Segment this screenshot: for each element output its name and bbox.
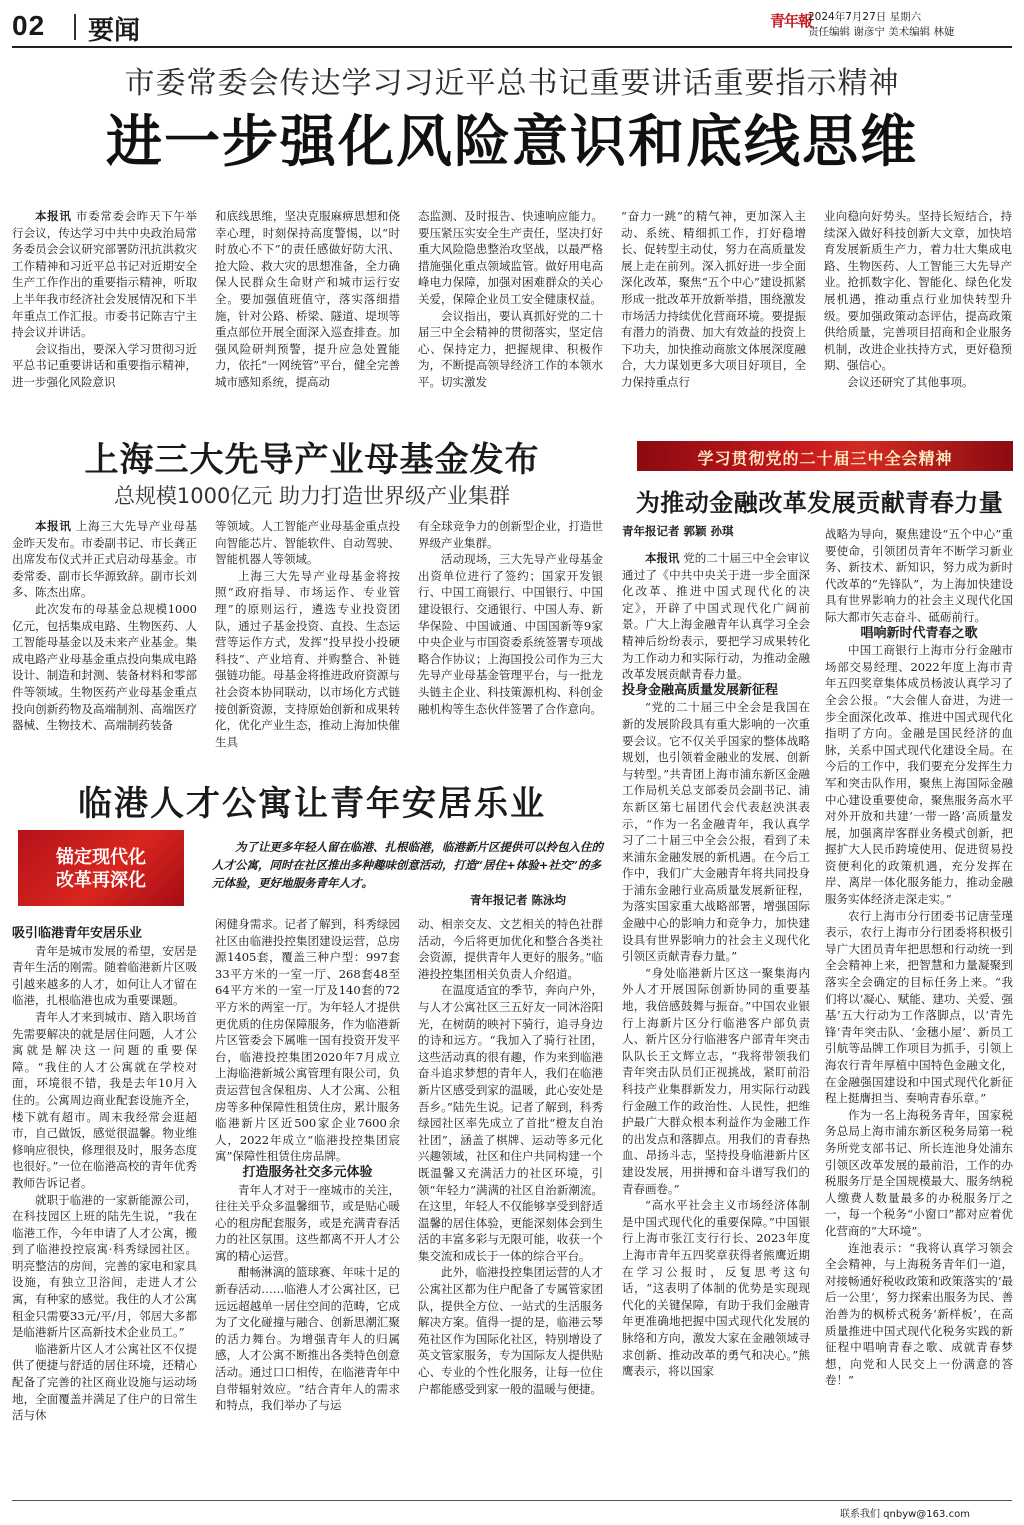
fund-headline: 上海三大先导产业母基金发布 — [84, 440, 540, 480]
dateline: 本报讯 — [35, 209, 72, 223]
lingang-byline: 青年报记者 陈泳均 — [470, 893, 567, 907]
lingang-paragraph: 青年人才来到城市、踏入职场首先需要解决的就是居住问题，人才公寓就是解决这一问题的重要保障。“我住的人才公寓就在学校对面，环境很不错，我是去年10月入住的。公寓周边商业配套设施齐全，楼下就有超市。周末我经常会逛超市，自己做饭，感觉很温馨。物业维修响应很快，修理很及时，服务态度也很好。”一位在临港高校的青年优秀教师告诉记者。 — [12, 1009, 197, 1190]
newspaper-logo: 青年報 — [770, 12, 813, 30]
badge-line: 改革再深化 — [56, 870, 146, 891]
theme-banner-text: 学习贯彻党的二十届三中全会精神 — [697, 449, 953, 468]
fund-paragraph: 上海三大先导产业母基金昨天发布。市委副书记、市长龚正出席发布仪式并正式启动母基金。市委常委、副市长华源致辞。副市长刘多、陈杰出席。 — [12, 519, 197, 600]
finance-headline: 为推动金融改革发展贡献青春力量 — [635, 489, 1004, 517]
lead-paragraph: 业向稳向好势头。坚持长短结合，持续深入做好科技创新大文章，加快培育发展新质生产力，着力壮大集成电路、生物医药、人工智能三大先导产业。抢抓数字化、智能化、绿色化发展机遇，推动重点行业加快转型升级。要加强政策动态评估，提高政策供给质量，完善项目招商和企业服务机制，改进企业扶持方式，更好稳预期、强信心。 — [824, 209, 1012, 373]
finance-paragraph: 中国工商银行上海市分行金融市场部交易经理、2022年度上海市青年五四奖章集体成员杨波认真学习了全会公报。“大会催人奋进，为进一步全面深化改革、推进中国式现代化指明了方向。金融是国民经济的血脉，关系中国式现代化建设全局。在今后的工作中，我们要充分发挥生力军和突击队作用，聚焦上海国际金融中心建设重要使命，聚焦服务高水平对外开放和共建‘一带一路’高质量发展，加强离岸客群业务模式创新，把握扩大人民币跨境使用、促进贸易投资便利化的政策机遇，充分发挥在岸、离岸一体化服务能力，推动金融服务实体经济走深走实。” — [825, 643, 1013, 907]
section-name: 要闻 — [88, 16, 141, 46]
lingang-column-1 — [12, 926, 197, 1496]
finance-paragraph: “高水平社会主义市场经济体制是中国式现代化的重要保障。”中国银行上海市张江支行行长、2023年度上海市青年五四奖章获得者熊鹰近期在学习公报时，反复思考这句话，“这表明了体制的优势是实现现代化的关键保障，有助于我们金融青年更准确地把握中国式现代化发展的脉络和方向，激发大家在金融领域寻求创新、推动改革的勇气和决心。”熊鹰表示，将以国家 — [622, 1198, 810, 1379]
finance-paragraph: 作为一名上海税务青年，国家税务总局上海市浦东新区税务局第一税务所党支部书记、所长连池身处浦东引领区改革发展的最前沿，工作的办税服务厅是全国规模最大、服务纳税人缴费人数量最多的办税服务厅之一，每一个税务“小窗口”都对应着优化营商的“大环境”。 — [825, 1107, 1013, 1238]
fund-paragraph: 有全球竞争力的创新型企业，打造世界级产业集群。 — [418, 519, 603, 550]
lingang-paragraph: 酣畅淋漓的篮球赛、年味十足的新春活动……临港人才公寓社区，已远远超越单一居住空间的范畴，它成为了文化碰撞与融合、创新思潮汇聚的活力舞台。为增强青年人的归属感，人才公寓不断推出各类特色创意活动。通过口口相传，在临港青年中自带辐射效应。“结合青年人的需求和特点，我们举办了与运 — [215, 1265, 400, 1413]
header-rule — [12, 46, 1012, 48]
finance-paragraph: “党的二十届三中全会是我国在新的发展阶段具有重大影响的一次重要会议。它不仅关乎国家的整体战略规划，也引领着金融业的发展、创新与转型。”共青团上海市浦东新区金融工作局机关总支部委员会副书记、浦东新区第七届团代会代表赵泱淇表示，“作为一名金融青年，我认真学习了二十届三中全会公报，看到了未来浦东金融发展的新机遇。在今后工作中，我们广大金融青年将共同投身于浦东金融行业高质量发展新征程，为落实国家重大战略部署，增强国际金融中心的影响力和竞争力，加快建设具有世界影响力的社会主义现代化引领区贡献青春力量。” — [622, 700, 810, 964]
lingang-paragraph: 在温度适宜的季节，奔向户外，与人才公寓社区三五好友一同沐浴阳光，在树荫的映衬下骑行，追寻身边的诗和远方。“我加入了骑行社团，这些活动真的很有趣，作为来到临港奋斗追求梦想的青年人，我们在临港新片区感受到家的温暖，此心安处是吾乡。”陆先生说。记者了解到，科秀绿园社区率先成立了首批“橙友自治社团”，涵盖了棋牌、运动等多元化兴趣领域，社区和住户共同构建一个既温馨又充满活力的社区环境，引领“年轻力”满满的社区自治新潮流。在这里，年轻人不仅能够享受到舒适温馨的居住体验，更能深刻体会到生活的丰富多彩与无限可能，收获一个集交流和成长于一体的综合平台。 — [418, 983, 603, 1263]
finance-subhead: 唱响新时代青春之歌 — [860, 625, 978, 641]
lingang-column-2 — [215, 916, 400, 1496]
finance-paragraph: 农行上海市分行团委书记唐莹瑾表示，农行上海市分行团委将积极引导广大团员青年把思想和行动统一到全会精神上来，把智慧和力量凝聚到落实全会确定的目标任务上来。“我们将以‘凝心、赋能、建功、关爱、强基’五大行动为工作落脚点，以‘青先锋’青年突击队、‘金穗小屋’、新员工引航等品牌工作项目为抓手，引领上海农行青年厚植中国特色金融文化，在金融强国建设和中国式现代化新征程上挺膺担当、奏响青春乐章。” — [825, 908, 1013, 1106]
finance-paragraph: 战略为导向，聚焦建设“五个中心”重要使命，引领团员青年不断学习新业务、新技术、新知识，努力成为新时代改革的“先锋队”，为上海加快建设具有世界影响力的社会主义现代化国际大都市矢志奋斗、砥砺前行。 — [825, 527, 1013, 624]
lead-kicker-headline: 市委常委会传达学习习近平总书记重要讲话重要指示精神 — [124, 66, 900, 101]
finance-column-1 — [622, 550, 810, 1495]
lead-paragraph: 态监测、及时报告、快速响应能力。要压紧压实安全生产责任，坚决打好重大风险隐患整治攻坚战，以最严格措施强化重点领域监管。做好用电高峰电力保障，加强对困难群众的关心关爱，保障企业员工安全健康权益。 — [418, 209, 603, 306]
fund-column-3 — [418, 518, 603, 758]
lead-column-4 — [621, 208, 806, 408]
lingang-subhead: 打造服务社交多元体验 — [242, 1164, 373, 1180]
finance-paragraph: 连池表示：“我将认真学习领会全会精神，与上海税务青年们一道，对接畅通好税收政策和政策落实的‘最后一公里’，努力探索出服务为民、善治善为的枫桥式税务‘新样板’，在高质量推进中国式现代化税务实践的新征程中唱响青春之歌、成就青春梦想，向党和人民交上一份满意的答卷！” — [825, 1240, 1013, 1388]
header-separator — [74, 14, 76, 40]
finance-subhead: 投身金融高质量发展新征程 — [622, 682, 779, 698]
lead-column-5 — [824, 208, 1012, 408]
lead-column-3 — [418, 208, 603, 408]
fund-column-1 — [12, 518, 197, 758]
lingang-paragraph: 此外，临港投控集团运营的人才公寓社区都为住户配备了专属管家团队，提供全方位、一站式的生活服务解决方案。值得一提的是，临港云琴苑社区作为国际化社区，特别增设了英文管家服务，专为国际友人提供贴心、专业的个性化服务，让每一位住户都能感受到家一般的温暖与便捷。 — [418, 1265, 603, 1396]
lead-headline: 进一步强化风险意识和底线思维 — [106, 110, 918, 175]
lead-paragraph: 会议指出，要认真抓好党的二十届三中全会精神的贯彻落实，坚定信心、保持定力，把握规律、积极作为，不断提高领导经济工作的本领水平。切实激发 — [418, 308, 603, 389]
footer-rule — [12, 1500, 1012, 1501]
fund-paragraph: 此次发布的母基金总规模1000亿元，包括集成电路、生物医药、人工智能母基金以及未来产业基金。集成电路产业母基金重点投向集成电路设计、制造和封测、装备材料和零部件等领域。生物医药产业母基金重点投向创新药物及高端制剂、高端医疗器械、生物技术、高端制药装备 — [12, 601, 197, 733]
lingang-paragraph: 临港新片区人才公寓社区不仅提供了便捷与舒适的居住环境，还精心配备了完善的社区商业设施与运动场地，全面覆盖并满足了住户的日常生活与休 — [12, 1341, 197, 1423]
fund-subheadline: 总规模1000亿元 助力打造世界级产业集群 — [113, 484, 511, 508]
lead-column-2 — [215, 208, 400, 408]
finance-paragraph: “身处临港新片区这一聚集海内外人才开展国际创新协同的重要基地，我倍感鼓舞与振奋。”中国农业银行上海新片区分行临港客户部负责人、新片区分行临港客户部青年突击队队长王文辉立志，“我将带领我们青年突击队员们正视挑战，紧盯前沿科技产业集群新发力，用实际行动践行金融工作的政治性、人民性，把维护最广大群众根本利益作为金融工作的出发点和落脚点。用我们的青春热血、昂扬斗志，坚持投身临港新片区建设发展，用拼搏和奋斗谱写我们的青春画卷。” — [622, 965, 810, 1196]
lead-paragraph: 市委常委会昨天下午举行会议，传达学习中共中央政治局常务委员会会议研究部署防汛抗洪救灾工作精神和习近平总书记对近期安全生产工作作出的重要指示精神，听取上半年我市经济社会发展情况和下半年重点工作汇报。市委书记陈吉宁主持会议并讲话。 — [12, 209, 197, 340]
column-badge-text — [18, 846, 184, 892]
issue-info — [808, 10, 955, 40]
lingang-paragraph: 就职于临港的一家新能源公司，在科技园区上班的陆先生说，“我在临港工作，今年申请了人才公寓，搬到了临港投控宸寓·科秀绿园社区。明亮整洁的房间，完善的家电和家具设施，有独立卫浴间，走进人才公寓，有种家的感觉。我住的人才公寓租金只需要33元/平/月，邻居大多都是临港新片区高新技术企业员工。” — [12, 1192, 197, 1340]
issue-date: 2024年7月27日 星期六 — [808, 11, 922, 23]
fund-paragraph: 上海三大先导产业母基金将按照“政府指导、市场运作、专业管理”的原则运行，遴选专业投资团队，通过子基金投资、直投、生态运营等运作方式，发挥“投早投小投硬科技”、产业培育、并购整合、补链强链功能。母基金将推进政府资源与社会资本协同联动，以市场化方式链接创新资源，支持原始创新和成果转化，优化产业生态，推动上海加快催生具 — [215, 568, 400, 749]
badge-line: 锚定现代化 — [56, 847, 146, 868]
lingang-column-3 — [418, 916, 603, 1496]
lingang-paragraph: 闲健身需求。记者了解到，科秀绿园社区由临港投控集团建设运营，总房源1405套，覆盖三种户型：997套33平方米的一室一厅、268套48至64平方米的一室一厅及140套的72平方米的两室一厅。为年轻人才提供更优质的住房保障服务，作为临港新片区管委会下属唯一国有投资开发平台，临港投控集团2020年7月成立上海临港新城公寓管理有限公司，负责运营包含保租房、人才公寓、公租房等多种保障性租赁住房，累计服务临港新片区近500家企业7600余人，2022年成立“临港投控集团宸寓”保障性租赁住房品牌。 — [215, 917, 400, 1164]
lingang-headline: 临港人才公寓让青年安居乐业 — [78, 784, 546, 824]
page-number: 02 — [12, 10, 46, 41]
lead-paragraph: 和底线思维，坚决克服麻痹思想和侥幸心理，时刻保持高度警惕，以“时时放心不下”的责任感做好防大汛、抢大险、救大灾的思想准备，全力确保人民群众生命财产和城市运行安全。要加强值班值守，落实落细措施，针对公路、桥梁、隧道、堤坝等重点部位开展全面深入巡查排查。加强风险研判预警，提升应急处置能力，依托“一网统管”平台，健全完善城市感知系统，提高动 — [215, 209, 400, 389]
footer-contact[interactable]: 联系我们 qnbyw@163.com — [840, 1509, 970, 1520]
finance-column-2 — [825, 526, 1013, 1496]
lead-column-1 — [12, 208, 197, 408]
lead-paragraph: 会议指出，要深入学习贯彻习近平总书记重要讲话和重要指示精神，进一步强化风险意识 — [12, 341, 197, 389]
lingang-intro: 为了让更多年轻人留在临港、扎根临港，临港新片区提供可以拎包入住的人才公寓，同时在社区推出多种趣味创意活动，打造“居住+体验+社交”的多元体验，更好地服务青年人才。 — [212, 840, 603, 890]
finance-paragraph: 党的二十届三中全会审议通过了《中共中央关于进一步全面深化改革、推进中国式现代化的决定》，开辟了中国式现代化广阔前景。广大上海金融青年认真学习全会精神后纷纷表示，要把学习成果转化为工作动力和实际行动，为推动金融改革发展贡献青春力量。 — [622, 551, 810, 682]
lingang-paragraph: 青年是城市发展的希望，安居是青年生活的刚需。随着临港新片区吸引越来越多的人才，如何让人才留在临港，扎根临港也成为重要课题。 — [12, 943, 197, 1008]
finance-byline: 青年报记者 郭颖 孙琪 — [622, 524, 734, 538]
fund-column-2 — [215, 518, 400, 758]
dateline: 本报讯 — [645, 551, 680, 565]
lingang-subhead: 吸引临港青年安居乐业 — [12, 926, 143, 941]
lead-paragraph: 会议还研究了其他事项。 — [847, 374, 974, 389]
lingang-paragraph: 青年人才对于一座城市的关注，往往关乎众多温馨细节，或是贴心暖心的租房配套服务，或是充满青春活力的社区氛围。这些都离不开人才公寓的精心运营。 — [215, 1182, 400, 1263]
lead-paragraph: “奋力一跳”的精气神，更加深入主动、系统、精细抓工作，打好稳增长、促转型主动仗，努力在高质量发展上走在前列。深入抓好进一步全面深化改革，聚焦“五个中心”建设抓紧形成一批改革开放新举措，围绕激发市场活力持续优化营商环境。要提振有潜力的消费、加大有效益的投资上下功夫，加快推动商旅文体展深度融合，大力谋划更多大项目好项目，全力保持重点行 — [621, 209, 806, 389]
editors-line: 责任编辑 谢彦宁 美术编辑 林婕 — [808, 26, 955, 38]
fund-paragraph: 活动现场，三大先导产业母基金出资单位进行了签约；国家开发银行、中国工商银行、中国银行、中国建设银行、交通银行、中国人寿、新华保险、中国诚通、中国国新等9家中央企业与市国资委系统签署专项战略合作协议；上海国投公司作为三大先导产业母基金管理平台，与一批龙头链主企业、科技策源机构、科创金融机构等生态伙伴签署了合作意向。 — [418, 552, 603, 716]
lingang-paragraph: 动、相亲交友、文艺相关的特色社群活动，今后将更加优化和整合各类社会资源，提供青年人更好的服务。”临港投控集团相关负责人介绍道。 — [418, 917, 603, 981]
dateline: 本报讯 — [35, 519, 72, 533]
fund-paragraph: 等领域。人工智能产业母基金重点投向智能芯片、智能软件、自动驾驶、智能机器人等领域。 — [215, 519, 400, 567]
